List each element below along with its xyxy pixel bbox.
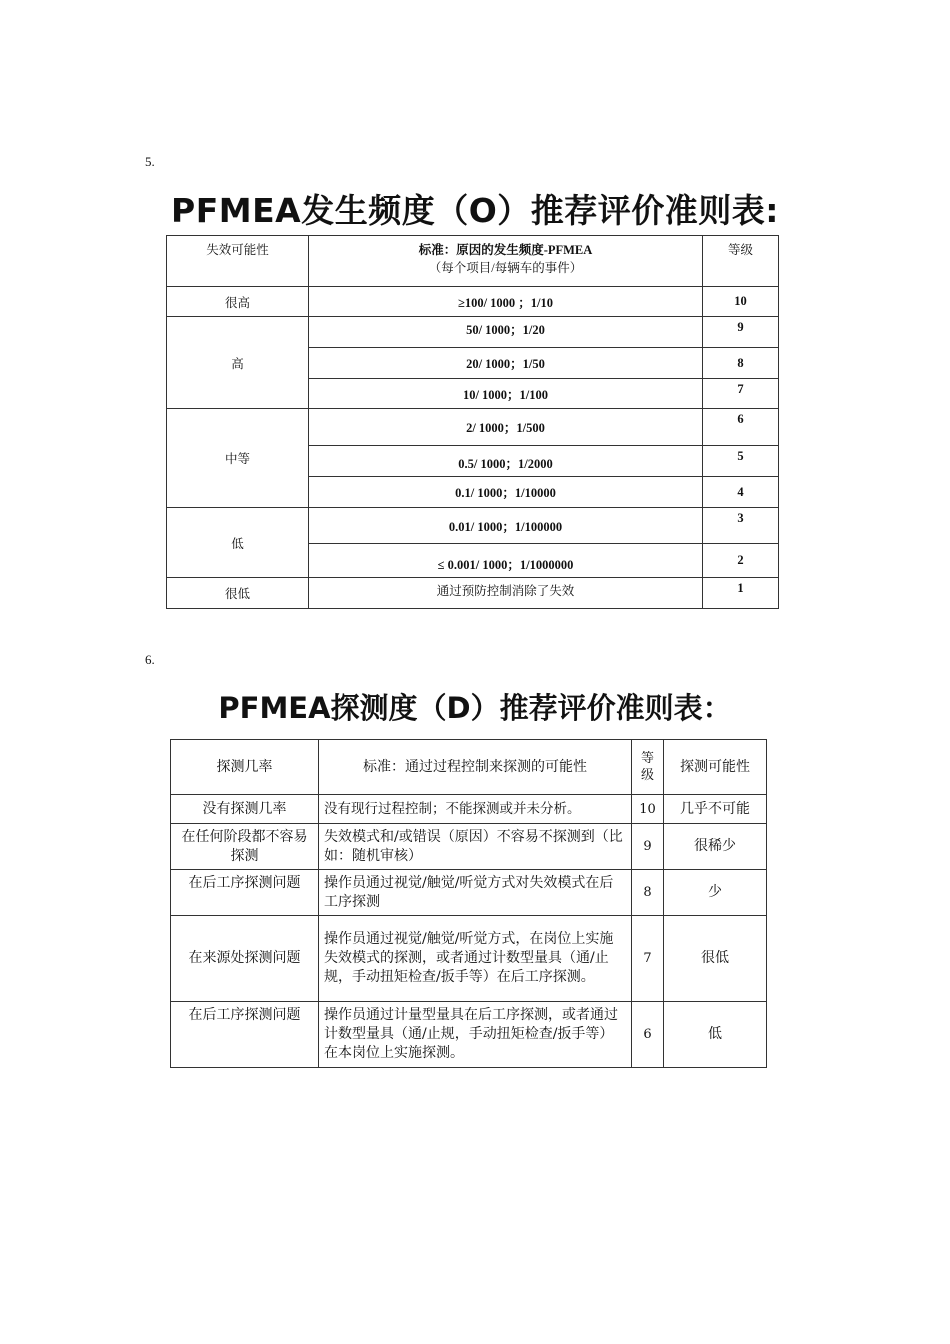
header-criteria-line2: （每个项目/每辆车的事件） <box>428 261 583 275</box>
chance-cell: 在来源处探测问题 <box>171 916 319 1002</box>
table-row <box>167 287 779 317</box>
table-row <box>171 1002 767 1068</box>
detection-rating-table <box>170 739 767 1068</box>
rank-cell: 7 <box>632 916 664 1002</box>
criteria-cell: 没有现行过程控制；不能探测或并未分析。 <box>319 795 632 824</box>
rank-cell: 6 <box>703 409 779 446</box>
table-row <box>171 795 767 824</box>
group-high: 高 <box>167 317 309 409</box>
criteria-cell: 操作员通过视觉/触觉/听觉方式，在岗位上实施失效模式的探测，或者通过计数型量具（通/止规，手动扭矩检查/扳手等）在后工序探测。 <box>319 916 632 1002</box>
detection-table-title: PFMEA探测度（D）推荐评价准则表： <box>218 691 732 725</box>
chance-cell: 在后工序探测问题 <box>171 870 319 916</box>
criteria-cell: 50/ 1000；1/20 <box>309 317 703 348</box>
chance-cell: 在任何阶段都不容易探测 <box>171 824 319 870</box>
header-criteria <box>309 236 703 287</box>
table-header-row <box>171 740 767 795</box>
criteria-cell: 失效模式和/或错误（原因）不容易不探测到（比如：随机审核） <box>319 824 632 870</box>
criteria-cell: ≥100/ 1000 ；1/10 <box>309 287 703 317</box>
criteria-cell: ≤ 0.001/ 1000；1/1000000 <box>309 544 703 578</box>
table-row <box>167 578 779 609</box>
criteria-cell: 10/ 1000；1/100 <box>309 379 703 409</box>
occurrence-table-title: PFMEA发生频度（O）推荐评价准则表: <box>171 191 779 230</box>
rank-cell: 9 <box>632 824 664 870</box>
header-rank-line2: 级 <box>640 768 654 783</box>
criteria-cell: 0.5/ 1000；1/2000 <box>309 446 703 477</box>
group-very-low: 很低 <box>167 578 309 609</box>
section-6-number: 6. <box>145 652 155 667</box>
section-5-number: 5. <box>145 154 155 169</box>
header-criteria-line1: 标准：原因的发生频度-PFMEA <box>418 243 593 257</box>
criteria-cell: 2/ 1000；1/500 <box>309 409 703 446</box>
criteria-cell: 操作员通过视觉/触觉/听觉方式对失效模式在后工序探测 <box>319 870 632 916</box>
criteria-cell: 0.01/ 1000；1/100000 <box>309 508 703 544</box>
rank-cell: 2 <box>703 544 779 578</box>
group-low: 低 <box>167 508 309 578</box>
rank-cell: 7 <box>703 379 779 409</box>
header-criteria: 标准：通过过程控制来探测的可能性 <box>319 740 632 795</box>
table-row <box>171 824 767 870</box>
table-header-row <box>167 236 779 287</box>
table-row <box>167 317 779 348</box>
header-rank-line1: 等 <box>640 751 654 766</box>
rank-cell: 6 <box>632 1002 664 1068</box>
rank-cell: 1 <box>703 578 779 609</box>
header-detection-likelihood: 探测可能性 <box>664 740 767 795</box>
criteria-cell: 操作员通过计量型量具在后工序探测，或者通过计数型量具（通/止规，手动扭矩检查/扳手等）在本岗位上实施探测。 <box>319 1002 632 1068</box>
chance-cell: 没有探测几率 <box>171 795 319 824</box>
likelihood-cell: 很稀少 <box>664 824 767 870</box>
header-failure-likelihood: 失效可能性 <box>167 236 309 287</box>
group-very-high: 很高 <box>167 287 309 317</box>
group-medium: 中等 <box>167 409 309 508</box>
rank-cell: 4 <box>703 477 779 508</box>
likelihood-cell: 几乎不可能 <box>664 795 767 824</box>
table-row <box>171 916 767 1002</box>
rank-cell: 9 <box>703 317 779 348</box>
header-detection-chance: 探测几率 <box>171 740 319 795</box>
table-row <box>171 870 767 916</box>
rank-cell: 10 <box>632 795 664 824</box>
header-rank: 等级 <box>703 236 779 287</box>
criteria-cell: 通过预防控制消除了失效 <box>309 578 703 609</box>
criteria-cell: 20/ 1000；1/50 <box>309 348 703 379</box>
rank-cell: 3 <box>703 508 779 544</box>
rank-cell: 8 <box>632 870 664 916</box>
chance-cell: 在后工序探测问题 <box>171 1002 319 1068</box>
header-rank <box>632 740 664 795</box>
likelihood-cell: 少 <box>664 870 767 916</box>
likelihood-cell: 低 <box>664 1002 767 1068</box>
table-row <box>167 508 779 544</box>
occurrence-rating-table <box>166 235 779 609</box>
table-row <box>167 409 779 446</box>
rank-cell: 5 <box>703 446 779 477</box>
rank-cell: 10 <box>703 287 779 317</box>
criteria-cell: 0.1/ 1000；1/10000 <box>309 477 703 508</box>
rank-cell: 8 <box>703 348 779 379</box>
likelihood-cell: 很低 <box>664 916 767 1002</box>
